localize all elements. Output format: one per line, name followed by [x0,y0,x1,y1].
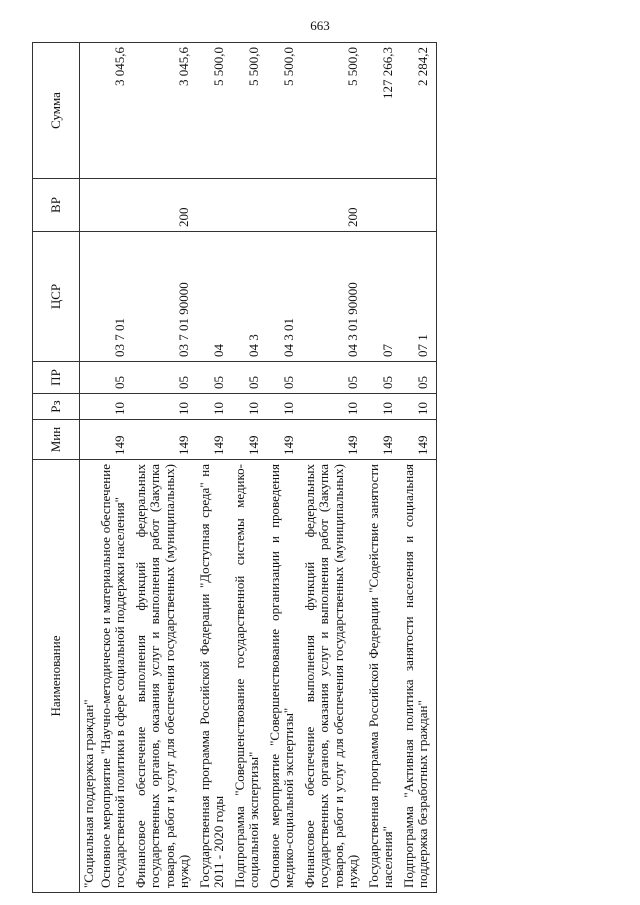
row-sum: 3 045,6 [98,43,133,179]
row-min: 149 [232,420,267,460]
row-name: "Социальная поддержка граждан" [80,460,98,893]
row-name: Государственная программа Российской Федерации "Доступная среда" на 2011 - 2020 годы [197,460,232,893]
row-name: Финансовое обеспечение выполнения функций федеральных государственных органов, оказания услуг и выполнения работ (Закупка товаров, работ и услуг для обеспечения государственных (муниципальных) нужд) [133,460,197,893]
table-row [401,43,437,893]
row-min: 149 [98,420,133,460]
row-csr [80,232,98,362]
row-vr [80,179,98,232]
table-row [302,43,366,893]
row-pr: 05 [133,362,197,394]
row-min: 149 [401,420,437,460]
row-sum: 5 500,0 [232,43,267,179]
table-row [232,43,267,893]
row-vr [98,179,133,232]
row-vr [232,179,267,232]
table-row [80,43,98,893]
row-csr: 03 7 01 90000 [133,232,197,362]
row-min: 149 [267,420,302,460]
page-number: 663 [310,18,330,33]
row-pr: 05 [366,362,401,394]
row-sum [80,43,98,179]
row-rz: 10 [232,394,267,420]
header-name: Наименование [33,460,80,893]
row-rz: 10 [366,394,401,420]
table-row [133,43,197,893]
row-rz: 10 [401,394,437,420]
header-csr: ЦСР [33,232,80,362]
row-pr: 05 [232,362,267,394]
row-name: Подпрограмма "Совершенствование государственной системы медико-социальной экспертизы" [232,460,267,893]
row-rz: 10 [302,394,366,420]
row-name: Основное мероприятие "Научно-методическое и материальное обеспечение государственной политики в сфере социальной поддержки населения" [98,460,133,893]
row-sum: 5 500,0 [197,43,232,179]
row-min: 149 [197,420,232,460]
row-csr: 07 [366,232,401,362]
row-rz: 10 [197,394,232,420]
table-row [98,43,133,893]
table-row [366,43,401,893]
row-name: Основное мероприятие "Совершенствование организации и проведения медико-социальной экспертизы" [267,460,302,893]
row-sum: 2 284,2 [401,43,437,179]
table-row [267,43,302,893]
row-min: 149 [366,420,401,460]
row-name: Финансовое обеспечение выполнения функций федеральных государственных органов, оказания услуг и выполнения работ (Закупка товаров, работ и услуг для обеспечения государственных (муниципальных) нужд) [302,460,366,893]
row-pr: 05 [302,362,366,394]
row-sum: 127 266,3 [366,43,401,179]
row-vr: 200 [302,179,366,232]
row-vr: 200 [133,179,197,232]
row-csr: 04 3 01 90000 [302,232,366,362]
row-name: Подпрограмма "Активная политика занятости населения и социальная поддержка безработных граждан" [401,460,437,893]
row-vr [366,179,401,232]
header-pr: ПР [33,362,80,394]
row-vr [267,179,302,232]
row-sum: 5 500,0 [267,43,302,179]
row-sum: 5 500,0 [302,43,366,179]
row-rz [80,394,98,420]
budget-table-rotated [32,43,577,893]
row-min [80,420,98,460]
budget-table [32,42,437,893]
row-vr [401,179,437,232]
row-pr [80,362,98,394]
header-sum: Сумма [33,43,80,179]
row-rz: 10 [133,394,197,420]
row-csr: 07 1 [401,232,437,362]
row-csr: 04 3 [232,232,267,362]
row-min: 149 [302,420,366,460]
row-csr: 04 3 01 [267,232,302,362]
row-min: 149 [133,420,197,460]
row-rz: 10 [98,394,133,420]
row-rz: 10 [267,394,302,420]
row-name: Государственная программа Российской Федерации "Содействие занятости населения" [366,460,401,893]
row-pr: 05 [267,362,302,394]
row-csr: 03 7 01 [98,232,133,362]
table-row [197,43,232,893]
header-min: Мин [33,420,80,460]
row-pr: 05 [197,362,232,394]
table-header-row [33,43,80,893]
row-sum: 3 045,6 [133,43,197,179]
header-vr: ВР [33,179,80,232]
row-pr: 05 [401,362,437,394]
row-vr [197,179,232,232]
row-pr: 05 [98,362,133,394]
row-csr: 04 [197,232,232,362]
header-rz: Рз [33,394,80,420]
